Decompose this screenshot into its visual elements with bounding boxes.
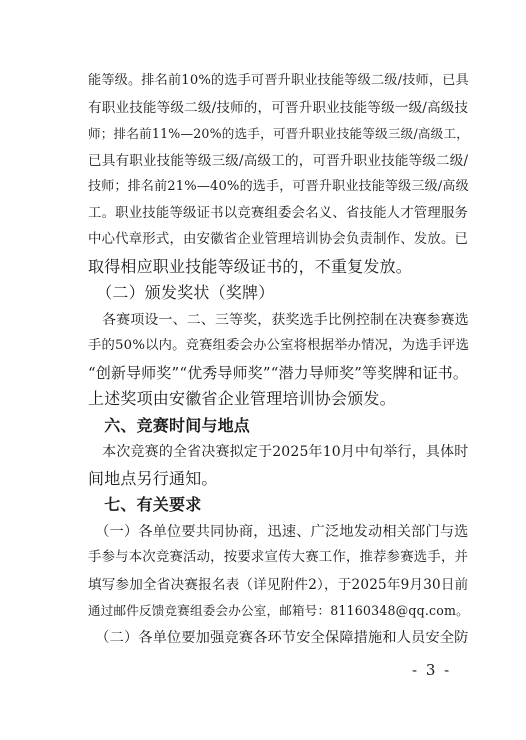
document-body [88, 68, 468, 651]
text-line-10: 各赛项设一、二、三等奖，获奖选手比例控制在决赛参赛选 [88, 311, 469, 328]
text-line-12: “创新导师奖”“优秀导师奖”“潜力导师奖”等奖牌和证书。 [88, 363, 469, 382]
text-line-3: 师；排名前11%—20%的选手，可晋升职业技能等级三级/高级工， [88, 126, 470, 141]
text-line-6: 工。职业技能等级证书以竞赛组委会名义、省技能人才管理服务 [88, 205, 469, 221]
text-line-15: 本次竞赛的全省决赛拟定于2025年10月中旬举行，具体时 [88, 444, 469, 460]
text-line-19: 手参与本次竞赛活动，按要求宣传大赛工作，推荐参赛选手，并 [88, 550, 469, 565]
text-line-22: （二）各单位要加强竞赛各环节安全保障措施和人员安全防 [88, 629, 469, 646]
text-line-5: 技师；排名前21%—40%的选手，可晋升职业技能等级三级/高级 [88, 179, 469, 194]
text-line-11: 手的50%以内。竞赛组委会办公室将根据举办情况，为选手评选 [88, 338, 470, 353]
text-line-18: （一）各单位要共同协商，迅速、广泛地发动相关部门与选 [88, 523, 469, 540]
text-line-16: 间地点另行通知。 [88, 468, 218, 488]
page-number: - 3 - [412, 661, 452, 679]
text-line-21: 通过邮件反馈竞赛组委会办公室，邮箱号：81160348@qq.com。 [88, 603, 469, 618]
section-heading-time-location: 六、竞赛时间与地点 [88, 415, 251, 435]
text-line-1: 能等级。排名前10%的选手可晋升职业技能等级二级/技师，已具 [88, 73, 469, 88]
text-line-4: 已具有职业技能等级三级/高级工的，可晋升职业技能等级二级/ [88, 152, 469, 169]
text-line-20: 填写参加全省决赛报名表（详见附件2），于2025年9月30日前 [88, 576, 469, 593]
subheading-awards: （二）颁发奖状（奖牌） [88, 283, 275, 302]
section-heading-requirements: 七、有关要求 [88, 495, 202, 514]
text-line-13: 上述奖项由安徽省企业管理培训协会颁发。 [88, 389, 396, 408]
text-line-8: 取得相应职业技能等级证书的，不重复发放。 [88, 256, 413, 276]
text-line-2: 有职业技能等级二级/技师的，可晋升职业技能等级一级/高级技 [88, 99, 469, 116]
text-line-7: 中心代章形式，由安徽省企业管理培训协会负责制作、发放。已 [88, 232, 469, 247]
